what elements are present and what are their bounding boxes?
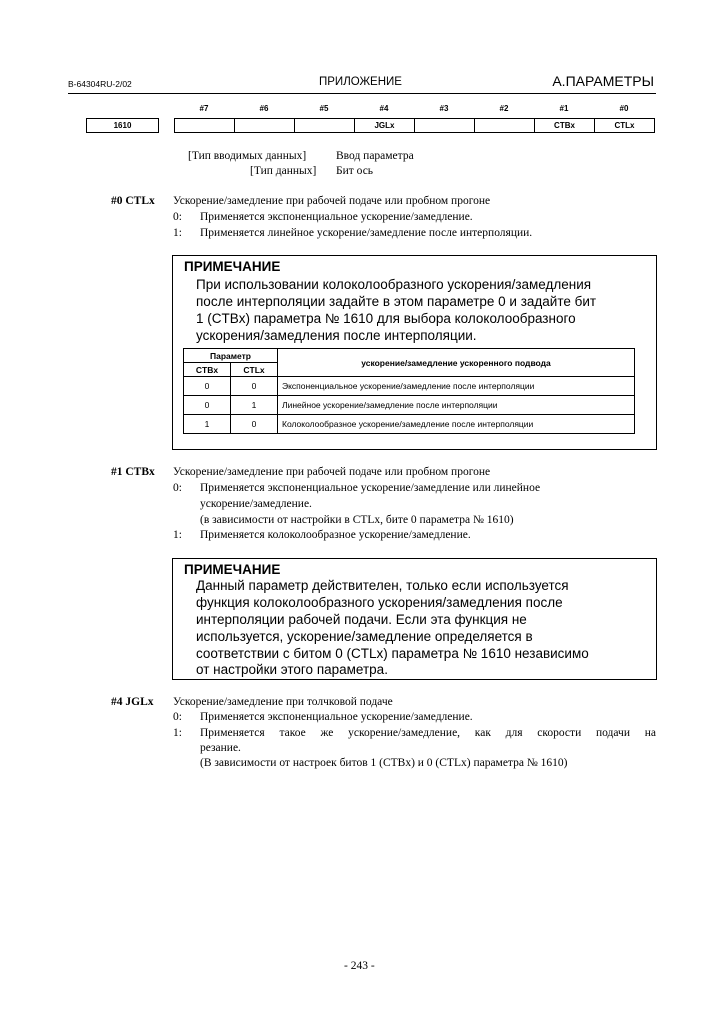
bit4-opt1-line: Применяется такое же ускорение/замедление, как для скорости подачи на <box>200 727 656 739</box>
note-box <box>172 558 657 680</box>
bit1-opt0-key: 0: <box>173 482 182 494</box>
bit1-opt0-line: ускорение/замедление. <box>200 498 312 510</box>
bit-cell: CTBx <box>534 118 595 133</box>
note-title: ПРИМЕЧАНИЕ <box>184 259 281 274</box>
bit4-tag: #4 JGLx <box>111 696 154 708</box>
accel-table <box>183 348 635 434</box>
bit1-title: Ускорение/замедление при рабочей подаче или пробном прогоне <box>173 466 491 478</box>
bit1-opt1-text: Применяется колоколообразное ускорение/замедление. <box>200 529 471 541</box>
note-line: При использовании колоколообразного ускорения/замедления <box>196 277 592 292</box>
ctbx-value: 0 <box>184 396 231 415</box>
accel-desc: Линейное ускорение/замедление после интерполяции <box>278 396 635 415</box>
note-line: от настройки этого параметра. <box>196 662 388 677</box>
table-row <box>184 377 635 396</box>
ctlx-col-header: CTLx <box>231 363 278 377</box>
ctbx-value: 0 <box>184 377 231 396</box>
data-type-value: Бит ось <box>336 165 374 177</box>
note-box <box>172 255 657 450</box>
note-line: соответствии с битом 0 (CTLx) параметра № 1610 независимо <box>196 646 589 661</box>
bit0-opt1-text: Применяется линейное ускорение/замедление после интерполяции. <box>200 227 533 239</box>
bit-label: #1 <box>559 104 569 113</box>
bit4-opt0-text: Применяется экспоненциальное ускорение/замедление. <box>200 711 473 723</box>
bit-label: #0 <box>619 104 629 113</box>
bit1-opt0-line: Применяется экспоненциальное ускорение/замедление или линейное <box>200 482 541 494</box>
bit-cell: CTLx <box>594 118 655 133</box>
accel-col-header: ускорение/замедление ускоренного подвода <box>278 349 635 377</box>
note-title: ПРИМЕЧАНИЕ <box>184 562 281 577</box>
note-line: 1 (CTBx) параметра № 1610 для выбора колоколообразного <box>196 311 576 326</box>
page-header <box>68 73 656 94</box>
section-title: ПРИЛОЖЕНИЕ <box>319 76 402 88</box>
bit0-opt0-key: 0: <box>173 211 182 223</box>
bit0-opt0-text: Применяется экспоненциальное ускорение/замедление. <box>200 211 473 223</box>
ctbx-col-header: CTBx <box>184 363 231 377</box>
bit-label: #4 <box>379 104 389 113</box>
bit4-title: Ускорение/замедление при толчковой подаче <box>173 696 393 708</box>
bit-cell <box>234 118 295 133</box>
accel-desc: Экспоненциальное ускорение/замедление после интерполяции <box>278 377 635 396</box>
note-line: используется, ускорение/замедление определяется в <box>196 629 533 644</box>
chapter-title: A.ПАРАМЕТРЫ <box>552 73 654 89</box>
data-type-label: [Тип данных] <box>250 165 317 177</box>
bit-label: #5 <box>319 104 329 113</box>
note-line: интерполяции рабочей подачи. Если эта функция не <box>196 612 527 627</box>
bit1-opt0-line: (в зависимости от настройки в CTLx, бите 0 параметра № 1610) <box>200 514 514 526</box>
note-line: Данный параметр действителен, только если используется <box>196 578 569 593</box>
note-line: после интерполяции задайте в этом параметре 0 и задайте бит <box>196 294 597 309</box>
bit-label: #6 <box>259 104 269 113</box>
bit4-opt1-line: резание. <box>200 742 241 754</box>
bit-cell <box>174 118 235 133</box>
doc-code: B-64304RU-2/02 <box>68 79 132 89</box>
table-row <box>184 396 635 415</box>
bit0-opt1-key: 1: <box>173 227 182 239</box>
bit4-opt0-key: 0: <box>173 711 182 723</box>
input-type-value: Ввод параметра <box>336 150 414 162</box>
bit-cell <box>474 118 535 133</box>
bit0-title: Ускорение/замедление при рабочей подаче или пробном прогоне <box>173 195 491 207</box>
input-type-label: [Тип вводимых данных] <box>188 150 307 162</box>
bit-label: #2 <box>499 104 509 113</box>
bit-cell <box>294 118 355 133</box>
bit1-tag: #1 CTBx <box>111 466 155 478</box>
ctlx-value: 1 <box>231 396 278 415</box>
bit1-opt1-key: 1: <box>173 529 182 541</box>
note-line: функция колоколообразного ускорения/замедления после <box>196 595 563 610</box>
param-group-header: Параметр <box>184 349 278 363</box>
ctbx-value: 1 <box>184 415 231 434</box>
table-row <box>184 415 635 434</box>
bit4-opt1-key: 1: <box>173 727 182 739</box>
ctlx-value: 0 <box>231 377 278 396</box>
page-number: - 243 - <box>344 960 375 972</box>
bit-cell: JGLx <box>354 118 415 133</box>
param-number-cell: 1610 <box>86 118 159 133</box>
bit0-tag: #0 CTLx <box>111 195 155 207</box>
accel-desc: Колоколообразное ускорение/замедление после интерполяции <box>278 415 635 434</box>
bit-cell <box>414 118 475 133</box>
bit-label: #7 <box>199 104 209 113</box>
bit4-opt1-line: (В зависимости от настроек битов 1 (CTBx) и 0 (CTLx) параметра № 1610) <box>200 757 568 769</box>
ctlx-value: 0 <box>231 415 278 434</box>
note-line: ускорения/замедления после интерполяции. <box>196 328 477 343</box>
bit-label: #3 <box>439 104 449 113</box>
